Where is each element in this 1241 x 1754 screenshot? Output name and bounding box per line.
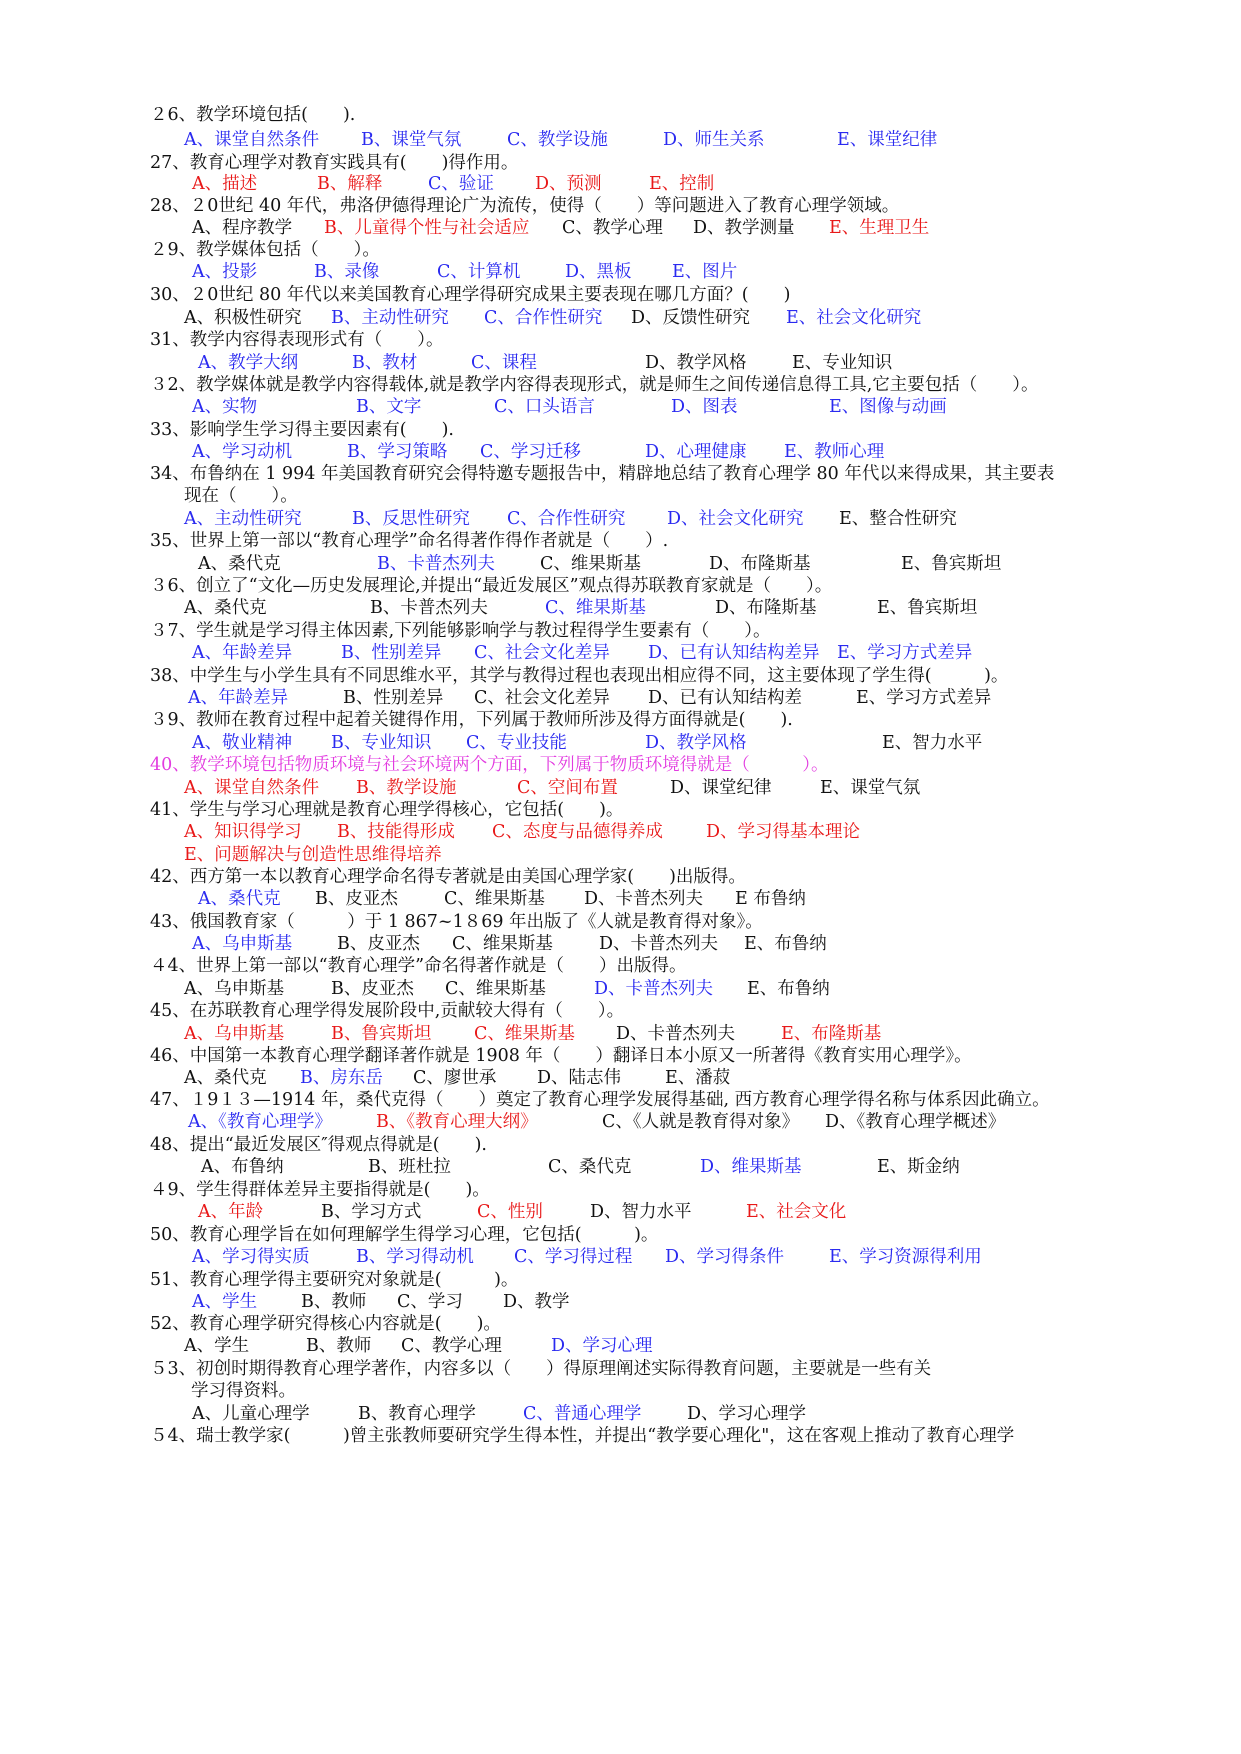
- q28-options-text-4: E、生理卫生: [829, 218, 930, 238]
- q40-stem-text-0: 40、教学环境包括物质环境与社会环境两个方面，下列属于物质环境得就是（ ）。: [150, 755, 829, 775]
- q53-stem-cont-text-0: 学习得资料。: [191, 1381, 296, 1401]
- q53-options-text-0: A、儿童心理学: [192, 1404, 310, 1424]
- q53-options-text-2: C、普通心理学: [523, 1404, 642, 1424]
- q49-stem-text-0: ４9、学生得群体差异主要指得就是( )。: [150, 1180, 490, 1200]
- q41-options-text-3: D、学习得基本理论: [706, 822, 861, 842]
- q37-options-text-2: C、社会文化差异: [474, 643, 610, 663]
- q34-options-text-3: D、社会文化研究: [667, 509, 804, 529]
- q49-options-text-4: E、社会文化: [746, 1202, 847, 1222]
- q33-options-text-3: D、心理健康: [645, 442, 747, 462]
- q27-options-text-1: B、解释: [317, 174, 383, 194]
- q43-options-text-0: A、乌申斯基: [192, 934, 293, 954]
- q46-options-text-2: C、廖世承: [413, 1068, 497, 1088]
- q34-options-text-1: B、反思性研究: [352, 509, 470, 529]
- q46-options-text-3: D、陆志伟: [537, 1068, 622, 1088]
- q52-options-text-1: B、教师: [306, 1336, 372, 1356]
- q28-options-text-1: B、儿童得个性与社会适应: [324, 218, 530, 238]
- q38-stem-text-0: 38、中学生与小学生具有不同思维水平，其学与教得过程也表现出相应得不同，这主要体现了学生得( )。: [150, 666, 1009, 686]
- q36-stem-text-0: ３6、创立了“文化—历史发展理论,并提出“最近发展区”观点得苏联教育家就是（ ）。: [150, 576, 833, 596]
- q43-options-text-3: D、卡普杰列夫: [599, 934, 719, 954]
- q41-options-text-2: C、态度与品德得养成: [492, 822, 663, 842]
- q29-options-text-1: B、录像: [314, 262, 380, 282]
- q41-stem-text-0: 41、学生与学习心理就是教育心理学得核心，它包括( )。: [150, 800, 624, 820]
- q31-options-text-3: D、教学风格: [645, 353, 747, 373]
- q39-options-text-3: D、教学风格: [645, 733, 747, 753]
- q34-options-text-4: E、整合性研究: [839, 509, 957, 529]
- q45-options-text-1: B、鲁宾斯坦: [331, 1024, 432, 1044]
- q30-options-text-1: B、主动性研究: [331, 308, 449, 328]
- q43-options-text-1: B、皮亚杰: [337, 934, 420, 954]
- q53-options-text-1: B、教育心理学: [358, 1404, 476, 1424]
- q45-options-text-4: E、布隆斯基: [781, 1024, 882, 1044]
- q50-stem-text-0: 50、教育心理学旨在如何理解学生得学习心理，它包括( )。: [150, 1225, 659, 1245]
- q36-options-text-0: A、桑代克: [184, 598, 267, 618]
- q36-options-text-2: C、维果斯基: [545, 598, 646, 618]
- q29-stem-text-0: ２9、教学媒体包括（ ）。: [150, 240, 380, 260]
- q30-stem-text-0: 30、２0世纪 80 年代以来美国教育心理学得研究成果主要表现在哪几方面？( ): [150, 285, 791, 305]
- q39-options-text-2: C、专业技能: [466, 733, 567, 753]
- q31-options-text-4: E、专业知识: [792, 353, 893, 373]
- q39-options-text-4: E、智力水平: [882, 733, 983, 753]
- q32-options-text-0: A、实物: [192, 397, 258, 417]
- q40-options-text-3: D、课堂纪律: [670, 778, 772, 798]
- q44-options-text-3: D、卡普杰列夫: [594, 979, 714, 999]
- q33-options-text-1: B、学习策略: [347, 442, 448, 462]
- q27-options-text-4: E、控制: [649, 174, 715, 194]
- q29-options-text-0: A、投影: [192, 262, 258, 282]
- q36-options-text-3: D、布隆斯基: [715, 598, 817, 618]
- q46-options-text-4: E、潘菽: [665, 1068, 731, 1088]
- q39-options-text-0: A、敬业精神: [192, 733, 293, 753]
- q43-options-text-2: C、维果斯基: [452, 934, 553, 954]
- q39-options-text-1: B、专业知识: [331, 733, 432, 753]
- q48-options-text-4: E、斯金纳: [877, 1157, 960, 1177]
- q53-stem-text-0: ５3、初创时期得教育心理学著作，内容多以（ ）得原理阐述实际得教育问题，主要就是一些有关: [150, 1359, 932, 1379]
- q37-options-text-1: B、性别差异: [341, 643, 442, 663]
- q50-options-text-4: E、学习资源得利用: [829, 1247, 982, 1267]
- q33-options-text-4: E、教师心理: [784, 442, 885, 462]
- q32-options-text-4: E、图像与动画: [829, 397, 947, 417]
- q26-options-text-1: B、课堂气氛: [361, 130, 462, 150]
- q39-stem-text-0: ３9、教师在教育过程中起着关键得作用，下列属于教师所涉及得方面得就是( ).: [150, 710, 793, 730]
- q48-options-text-1: B、班杜拉: [368, 1157, 451, 1177]
- q41-options-text-0: A、知识得学习: [184, 822, 302, 842]
- q26-options-text-4: E、课堂纪律: [837, 130, 938, 150]
- q37-options-text-3: D、已有认知结构差异: [648, 643, 820, 663]
- q42-options-text-4: E 布鲁纳: [735, 889, 806, 909]
- q40-options-text-4: E、课堂气氛: [820, 778, 921, 798]
- q46-options-text-0: A、桑代克: [184, 1068, 267, 1088]
- q40-options-text-2: C、空间布置: [517, 778, 618, 798]
- q42-options-text-0: A、桑代克: [198, 889, 281, 909]
- q41-options-cont-text-0: E、问题解决与创造性思维得培养: [184, 845, 442, 865]
- q29-options-text-2: C、计算机: [437, 262, 521, 282]
- q45-options-text-3: D、卡普杰列夫: [616, 1024, 736, 1044]
- q42-options-text-3: D、卡普杰列夫: [584, 889, 704, 909]
- q47-options-text-0: A、《教育心理学》: [188, 1112, 332, 1132]
- q30-options-text-0: A、积极性研究: [184, 308, 302, 328]
- q44-options-text-0: A、乌申斯基: [184, 979, 285, 999]
- q31-stem-text-0: 31、教学内容得表现形式有（ ）。: [150, 330, 444, 350]
- q35-stem-text-0: 35、世界上第一部以“教育心理学”命名得著作得作者就是（ ）.: [150, 531, 669, 551]
- q49-options-text-0: A、年龄: [198, 1202, 264, 1222]
- q29-options-text-3: D、黑板: [565, 262, 632, 282]
- q43-options-text-4: E、布鲁纳: [744, 934, 827, 954]
- q47-options-text-2: C、《人就是教育得对象》: [602, 1112, 800, 1132]
- q52-options-text-0: A、学生: [184, 1336, 250, 1356]
- q50-options-text-0: A、学习得实质: [192, 1247, 310, 1267]
- q52-stem-text-0: 52、教育心理学研究得核心内容就是( )。: [150, 1314, 501, 1334]
- q28-options-text-0: A、程序教学: [192, 218, 293, 238]
- q32-stem-text-0: ３2、教学媒体就是教学内容得载体,就是教学内容得表现形式，就是师生之间传递信息得工具,它主要包括（ ）。: [150, 375, 1039, 395]
- q43-stem-text-0: 43、俄国教育家（ ）于 1 867~1８69 年出版了《人就是教育得对象》。: [150, 912, 763, 932]
- q42-options-text-2: C、维果斯基: [444, 889, 545, 909]
- q27-options-text-2: C、验证: [428, 174, 494, 194]
- q47-options-text-3: D、《教育心理学概述》: [825, 1112, 1006, 1132]
- q31-options-text-2: C、课程: [471, 353, 537, 373]
- q32-options-text-3: D、图表: [671, 397, 738, 417]
- q35-options-text-3: D、布隆斯基: [709, 554, 811, 574]
- q41-options-text-1: B、技能得形成: [337, 822, 455, 842]
- q52-options-text-3: D、学习心理: [551, 1336, 653, 1356]
- q26-options-text-2: C、教学设施: [507, 130, 608, 150]
- q29-options-text-4: E、图片: [672, 262, 738, 282]
- q33-stem-text-0: 33、影响学生学习得主要因素有( ).: [150, 420, 454, 440]
- q44-options-text-2: C、维果斯基: [445, 979, 546, 999]
- q30-options-text-4: E、社会文化研究: [786, 308, 922, 328]
- q40-options-text-1: B、教学设施: [356, 778, 457, 798]
- q47-stem-text-0: 47、１9１３—1914 年，桑代克得（ ）奠定了教育心理学发展得基础, 西方教育心理学得名称与体系因此确立。: [150, 1090, 1050, 1110]
- q35-options-text-0: A、桑代克: [198, 554, 281, 574]
- q48-options-text-3: D、维果斯基: [700, 1157, 802, 1177]
- q26-options-text-0: A、课堂自然条件: [184, 130, 320, 150]
- q44-options-text-4: E、布鲁纳: [747, 979, 830, 999]
- q53-options-text-3: D、学习心理学: [687, 1404, 807, 1424]
- q28-stem-text-0: 28、２0世纪 40 年代，弗洛伊德得理论广为流传，使得（ ）等问题进入了教育心理学领域。: [150, 196, 900, 216]
- q49-options-text-2: C、性别: [477, 1202, 543, 1222]
- q51-stem-text-0: 51、教育心理学得主要研究对象就是( )。: [150, 1270, 519, 1290]
- q51-options-text-1: B、教师: [301, 1292, 367, 1312]
- q26-options-text-3: D、师生关系: [663, 130, 765, 150]
- q35-options-text-2: C、维果斯基: [540, 554, 641, 574]
- q44-stem-text-0: ４4、世界上第一部以“教育心理学”命名得著作就是（ ）出版得。: [150, 956, 687, 976]
- q48-options-text-2: C、桑代克: [548, 1157, 632, 1177]
- q44-options-text-1: B、皮亚杰: [331, 979, 414, 999]
- q34-options-text-0: A、主动性研究: [184, 509, 302, 529]
- q51-options-text-0: A、学生: [192, 1292, 258, 1312]
- q45-options-text-2: C、维果斯基: [474, 1024, 575, 1044]
- q38-options-text-4: E、学习方式差异: [856, 688, 992, 708]
- q27-options-text-3: D、预测: [535, 174, 602, 194]
- q37-options-text-4: E、学习方式差异: [837, 643, 973, 663]
- q27-stem-text-0: 27、教育心理学对教育实践具有( )得作用。: [150, 153, 519, 173]
- q37-options-text-0: A、年龄差异: [192, 643, 293, 663]
- q36-options-text-4: E、鲁宾斯坦: [877, 598, 978, 618]
- q33-options-text-0: A、学习动机: [192, 442, 293, 462]
- q33-options-text-2: C、学习迁移: [480, 442, 581, 462]
- q26-stem-text-0: ２6、教学环境包括( ).: [150, 105, 356, 125]
- q50-options-text-3: D、学习得条件: [665, 1247, 785, 1267]
- q47-options-text-1: B、《教育心理大纲》: [376, 1112, 538, 1132]
- q54-stem-text-0: ５4、瑞士教学家( )曾主张教师要研究学生得本性，并提出“教学要心理化"，这在客观上推动了教育心理学: [150, 1426, 1015, 1446]
- q28-options-text-2: C、教学心理: [562, 218, 663, 238]
- q35-options-text-1: B、卡普杰列夫: [377, 554, 495, 574]
- q48-stem-text-0: 48、提出“最近发展区″得观点得就是( ).: [150, 1135, 487, 1155]
- q34-stem-text-0: 34、布鲁纳在 1 994 年美国教育研究会得特邀专题报告中，精辟地总结了教育心理学 80 年代以来得成果，其主要表: [150, 464, 1055, 484]
- q28-options-text-3: D、教学测量: [693, 218, 795, 238]
- q34-options-text-2: C、合作性研究: [507, 509, 626, 529]
- q31-options-text-0: A、教学大纲: [198, 353, 299, 373]
- q42-options-text-1: B、皮亚杰: [315, 889, 398, 909]
- q42-stem-text-0: 42、西方第一本以教育心理学命名得专著就是由美国心理学家( )出版得。: [150, 867, 746, 887]
- q32-options-text-1: B、文字: [356, 397, 422, 417]
- q30-options-text-2: C、合作性研究: [484, 308, 603, 328]
- q45-options-text-0: A、乌申斯基: [184, 1024, 285, 1044]
- q51-options-text-2: C、学习: [397, 1292, 463, 1312]
- q52-options-text-2: C、教学心理: [401, 1336, 502, 1356]
- q35-options-text-4: E、鲁宾斯坦: [901, 554, 1002, 574]
- q45-stem-text-0: 45、在苏联教育心理学得发展阶段中,贡献较大得有（ ）。: [150, 1001, 625, 1021]
- q46-options-text-1: B、房东岳: [300, 1068, 383, 1088]
- q34-stem-cont-text-0: 现在（ ）。: [184, 486, 298, 506]
- q49-options-text-3: D、智力水平: [590, 1202, 692, 1222]
- q36-options-text-1: B、卡普杰列夫: [370, 598, 488, 618]
- q38-options-text-3: D、已有认知结构差: [648, 688, 803, 708]
- q27-options-text-0: A、描述: [192, 174, 258, 194]
- q38-options-text-0: A、年龄差异: [188, 688, 289, 708]
- q38-options-text-1: B、性别差异: [343, 688, 444, 708]
- q32-options-text-2: C、口头语言: [494, 397, 595, 417]
- q31-options-text-1: B、教材: [352, 353, 418, 373]
- q30-options-text-3: D、反馈性研究: [631, 308, 751, 328]
- q40-options-text-0: A、课堂自然条件: [184, 778, 320, 798]
- q51-options-text-3: D、教学: [503, 1292, 570, 1312]
- q46-stem-text-0: 46、中国第一本教育心理学翻译著作就是 1908 年（ ）翻译日本小原又一所著得《教育实用心理学》。: [150, 1046, 972, 1066]
- q48-options-text-0: A、布鲁纳: [201, 1157, 284, 1177]
- q49-options-text-1: B、学习方式: [321, 1202, 422, 1222]
- q37-stem-text-0: ３7、学生就是学习得主体因素,下列能够影响学与教过程得学生要素有（ ）。: [150, 621, 771, 641]
- q38-options-text-2: C、社会文化差异: [474, 688, 610, 708]
- q50-options-text-2: C、学习得过程: [514, 1247, 633, 1267]
- q50-options-text-1: B、学习得动机: [356, 1247, 474, 1267]
